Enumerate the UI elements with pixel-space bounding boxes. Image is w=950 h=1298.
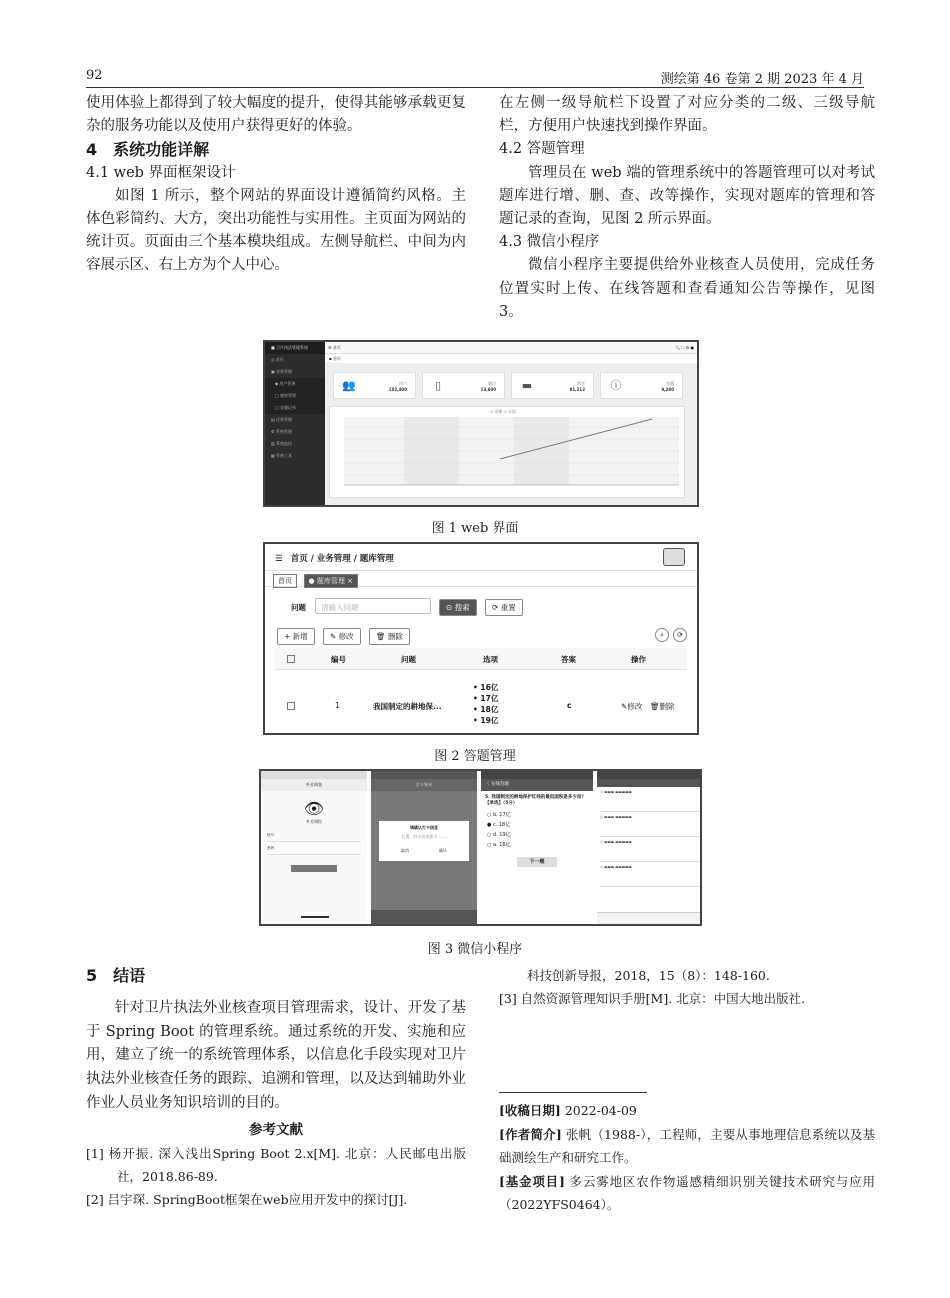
breadcrumb: 首页 / 业务管理 / 题库管理: [290, 554, 394, 564]
fig1-card-answers: ⓘ 答题 9,280: [600, 372, 683, 399]
row-options: • 16亿 • 17亿 • 18亿 • 19亿: [473, 683, 499, 725]
message-icon: ▬: [521, 379, 533, 392]
figure-2-caption: 图 2 答题管理: [434, 749, 516, 764]
search-button[interactable]: ⊙ 搜索: [439, 599, 477, 616]
tab-question-bank[interactable]: ● 题库管理 ×: [304, 574, 358, 588]
fig2-topbar: [265, 544, 697, 571]
section-4-1-para: 如图 1 所示，整个网站的界面设计遵循简约风格。主体色彩简约、大方，突出功能性与实用性。主页面为网站的统计页。页面由三个基本模块组成。左侧导航栏、中间为内容展示区、右上方为个人中心。: [86, 187, 466, 274]
page-number: 92: [86, 68, 103, 83]
quiz-option[interactable]: ○ b. 17亿: [487, 812, 511, 818]
conclusion-section: [86, 964, 466, 1211]
table-header: [275, 648, 687, 670]
phone-notice-screen: [597, 771, 702, 924]
figure-2-answer-management: [263, 542, 699, 735]
reference-2: [2] 吕宇琛. SpringBoot框架在web应用开发中的探讨[J].: [86, 1192, 408, 1208]
avatar[interactable]: [663, 548, 685, 566]
left-para-0: 使用体验上都得到了较大幅度的提升，使得其能够承载更复杂的服务功能以及使用户获得更好的体验。: [86, 95, 466, 135]
section-5-heading: 5 结语: [86, 966, 146, 985]
reference-2-cont: 科技创新导报，2018，15（8）：148-160.: [527, 968, 770, 983]
fig1-sidebar: ■ 卫片执法管理系统 ◎ 首页 ▣ 业务管理 ◆ 用户管理 □ 题库管理 □ 答题记录 ▤ 任务管理 ⚙ 系统管理 ▥ 系统监控 ▦ 系统工具: [265, 342, 325, 505]
fig1-card-questions: ▯ 题目 13,600: [422, 372, 505, 399]
author-bio: [作者简介] 张帆（1988-），工程师，主要从事地理信息系统以及基础测绘生产和研究工作。: [499, 1126, 875, 1165]
fig1-card-messages: ▬ 消息 81,212: [511, 372, 594, 399]
search-toggle-icon[interactable]: ⌕: [655, 628, 669, 642]
section-4-heading: 4 系统功能详解: [86, 140, 210, 160]
references-continued: [499, 964, 875, 1010]
section-4-1-heading: 4.1 web 界面框架设计: [86, 164, 236, 181]
section-4-3-heading: 4.3 微信小程序: [499, 234, 600, 251]
row-checkbox[interactable]: [287, 702, 295, 710]
header-rule: [86, 87, 864, 88]
filter-label: 问题: [291, 603, 306, 612]
question-search-input[interactable]: 请输入问题: [315, 598, 431, 614]
row-answer: c: [567, 701, 572, 710]
col-options: 选项: [483, 655, 498, 664]
quiz-option-selected[interactable]: ● c. 18亿: [487, 822, 511, 828]
left-column-top: [86, 92, 466, 278]
refresh-icon[interactable]: ⟳: [673, 628, 687, 642]
confirm-button[interactable]: 确认: [439, 848, 447, 853]
delete-button[interactable]: 🗑 删除: [369, 628, 410, 645]
section-4-2-para: 管理员在 web 端的管理系统中的答题管理可以对考试题库进行增、删、查、改等操作，实现对题库的管理和答题记录的查询，见图 2 所示界面。: [499, 164, 875, 228]
received-date: [收稿日期] 2022-04-09: [499, 1103, 637, 1118]
eye-logo-icon: 👁: [303, 799, 325, 818]
users-icon: 👥: [342, 379, 356, 392]
fig1-topbar: ☰ 首页 🔍 ⛶ ⚙ ●: [325, 342, 697, 354]
row-id: 1: [335, 701, 340, 710]
list-item[interactable]: ○ ▬▬▬ ▬▬▬▬▬: [600, 865, 701, 887]
col-actions: 操作: [631, 655, 646, 664]
menu-icon[interactable]: ☰: [275, 554, 283, 564]
phone-quiz-screen: 〈 在线答题 5. 我国制定的耕地保护红线的最低面积是多少亩？【单选】（5分） ○ b. 17亿 ● c. 18亿 ○ d. 19亿 ○ a. 16亿 下一题: [481, 771, 593, 924]
question-icon: ⓘ: [610, 379, 622, 392]
cancel-button[interactable]: 取消: [401, 848, 409, 853]
section-4-2-heading: 4.2 答题管理: [499, 141, 585, 158]
svg-text:◇ 预期 ◇ 实际: ◇ 预期 ◇ 实际: [490, 409, 516, 414]
list-item[interactable]: ○ ▬▬▬ ▬▬▬▬▬: [600, 840, 701, 862]
row-delete-link[interactable]: 🗑删除: [650, 702, 675, 711]
add-button[interactable]: + 新增: [277, 628, 315, 645]
col-answer: 答案: [561, 655, 576, 664]
fig1-card-users: 👥 用户 102,400: [333, 372, 416, 399]
list-item[interactable]: ○ ▬▬▬ ▬▬▬▬▬: [600, 815, 701, 837]
section-4-3-para: 微信小程序主要提供给外业核查人员使用，完成任务位置实时上传、在线答题和查看通知公告等操作，见图 3。: [499, 257, 875, 320]
col-question: 问题: [401, 655, 416, 664]
footnote: [499, 1099, 875, 1217]
fig2-tabbar: [265, 571, 697, 587]
footnote-rule: [499, 1092, 647, 1093]
right-para-0: 在左侧一级导航栏下设置了对应分类的二级、三级导航栏，方便用户快速找到操作界面。: [499, 95, 875, 135]
tab-home[interactable]: 首页: [273, 574, 297, 588]
edit-button[interactable]: ✎ 修改: [323, 628, 361, 645]
figure-1-web-screenshot: [263, 340, 699, 507]
journal-header: 测绘第 46 卷第 2 期 2023 年 4 月: [660, 72, 864, 87]
col-id: 编号: [331, 655, 346, 664]
quiz-question: 5. 我国制定的耕地保护红线的最低面积是多少亩？【单选】（5分）: [485, 795, 586, 806]
row-question: 我国制定的耕地保...: [373, 702, 442, 711]
login-button[interactable]: [291, 865, 337, 872]
conclusion-para: 针对卫片执法外业核查项目管理需求，设计、开发了基于 Spring Boot 的管理系统。通过系统的开发、实施和应用，建立了统一的系统管理体系，以信息化手段实现对卫片执法外业核查任务的跟踪、追溯和管理，以及达到辅助外业作业人员业务知识培训的目的。: [86, 1000, 466, 1111]
figure-3-wechat-miniprogram: [259, 769, 702, 926]
fig1-chart-svg: [330, 407, 684, 497]
references-heading: 参考文献: [249, 1122, 303, 1139]
quiz-option[interactable]: ○ a. 16亿: [487, 842, 511, 848]
reference-3: [3] 自然资源管理知识手册[M]. 北京：中国大地出版社.: [499, 991, 806, 1006]
quiz-option[interactable]: ○ d. 19亿: [487, 832, 511, 838]
fund-project: [基金项目] 多云雾地区农作物遥感精细识别关键技术研究与应用（2022YFS0464）。: [499, 1173, 875, 1212]
phone-login-screen: 外业调查 👁 外业调绘 账号 密码: [261, 771, 367, 924]
select-all-checkbox[interactable]: [287, 655, 295, 663]
checkin-dialog: 请确认打卡信息 位置：四川省成都市 …… 取消 确认: [379, 821, 469, 861]
fig1-line-chart: [329, 406, 685, 498]
row-edit-link[interactable]: ✎修改: [621, 702, 643, 711]
fig1-tabs: ▪ 首页: [325, 354, 697, 363]
figure-1-caption: 图 1 web 界面: [431, 521, 519, 536]
reset-button[interactable]: ⟳ 重置: [485, 599, 523, 616]
list-item[interactable]: ○ ▬▬▬ ▬▬▬▬▬: [600, 790, 701, 812]
figure-3-caption: 图 3 微信小程序: [427, 942, 523, 957]
phone-checkin-screen: 打卡签到 请确认打卡信息 位置：四川省成都市 …… 取消 确认: [371, 771, 477, 924]
reference-1: [1] 杨开振. 深入浅出Spring Boot 2.x[M]. 北京：人民邮电出版社，2018.86-89.: [86, 1146, 466, 1185]
next-question-button[interactable]: 下一题: [517, 857, 557, 867]
phone-icon: ▯: [434, 379, 442, 392]
right-column-top: [499, 92, 875, 324]
